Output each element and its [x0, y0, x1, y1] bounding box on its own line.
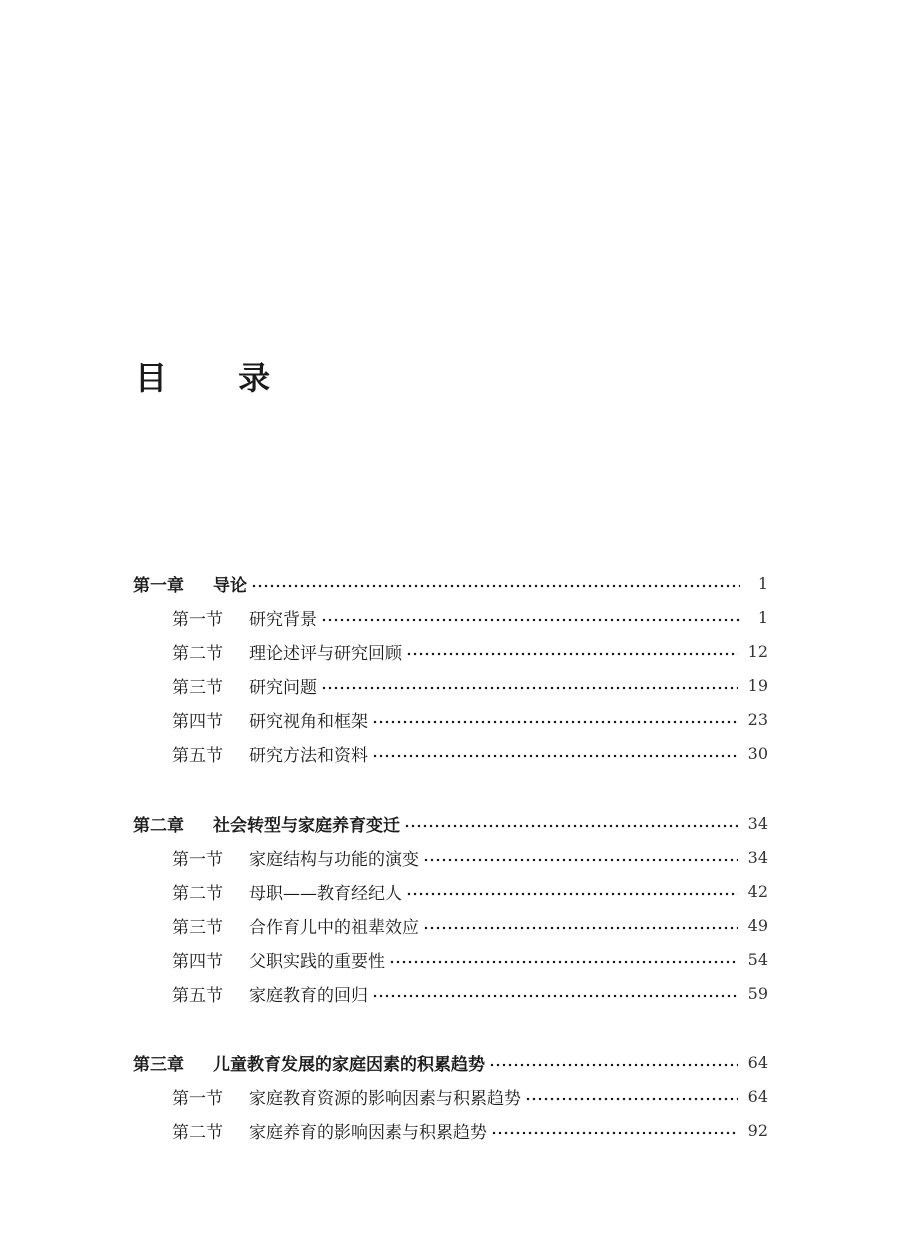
chapter-label: 第一章: [133, 575, 184, 596]
toc-section[interactable]: [172, 944, 768, 974]
page-number: 1: [757, 607, 768, 627]
dot-leader: [423, 856, 738, 864]
toc-section[interactable]: [172, 910, 768, 940]
page-number: 19: [747, 675, 768, 695]
section-title: 家庭养育的影响因素与积累趋势: [249, 1122, 487, 1143]
page-number: 64: [747, 1052, 768, 1072]
dot-leader: [372, 718, 738, 726]
chapter-title: 社会转型与家庭养育变迁: [213, 815, 400, 836]
page-number: 59: [747, 983, 768, 1003]
section-title: 家庭教育资源的影响因素与积累趋势: [249, 1088, 521, 1109]
dot-leader: [404, 822, 738, 830]
section-label: 第五节: [172, 985, 223, 1006]
chapter-title: 导论: [213, 575, 247, 596]
page-number: 12: [747, 641, 768, 661]
toc-section[interactable]: [172, 1115, 768, 1145]
section-label: 第四节: [172, 711, 223, 732]
dot-leader: [525, 1095, 738, 1103]
toc-section[interactable]: [172, 738, 768, 768]
section-label: 第五节: [172, 745, 223, 766]
page-number: 34: [747, 813, 768, 833]
section-label: 第一节: [172, 849, 223, 870]
chapter-label: 第二章: [133, 815, 184, 836]
section-title: 研究背景: [249, 609, 317, 630]
toc-section[interactable]: [172, 704, 768, 734]
dot-leader: [321, 684, 738, 692]
dot-leader: [423, 924, 738, 932]
section-title: 合作育儿中的祖辈效应: [249, 917, 419, 938]
dot-leader: [489, 1061, 738, 1069]
toc-section[interactable]: [172, 670, 768, 700]
page-number: 49: [747, 915, 768, 935]
section-label: 第三节: [172, 917, 223, 938]
dot-leader: [491, 1129, 738, 1137]
section-label: 第二节: [172, 1122, 223, 1143]
toc-section[interactable]: [172, 842, 768, 872]
section-label: 第三节: [172, 677, 223, 698]
section-title: 父职实践的重要性: [249, 951, 385, 972]
toc-chapter-2[interactable]: [133, 808, 768, 838]
toc-section[interactable]: [172, 602, 768, 632]
dot-leader: [389, 958, 738, 966]
page-number: 92: [747, 1120, 768, 1140]
page-number: 34: [747, 847, 768, 867]
dot-leader: [406, 890, 738, 898]
toc-section[interactable]: [172, 636, 768, 666]
page-number: 1: [757, 573, 768, 593]
page-title: 目 录: [135, 359, 301, 397]
page-number: 64: [747, 1086, 768, 1106]
toc-section[interactable]: [172, 1081, 768, 1111]
chapter-title: 儿童教育发展的家庭因素的积累趋势: [213, 1054, 485, 1075]
section-title: 理论述评与研究回顾: [249, 643, 402, 664]
section-label: 第二节: [172, 883, 223, 904]
section-label: 第一节: [172, 609, 223, 630]
section-title: 研究问题: [249, 677, 317, 698]
dot-leader: [372, 992, 738, 1000]
page-number: 54: [747, 949, 768, 969]
section-title: 研究方法和资料: [249, 745, 368, 766]
section-label: 第四节: [172, 951, 223, 972]
section-label: 第一节: [172, 1088, 223, 1109]
toc-chapter-1[interactable]: [133, 568, 768, 598]
page-number: 42: [747, 881, 768, 901]
section-title: 研究视角和框架: [249, 711, 368, 732]
page-number: 30: [747, 743, 768, 763]
section-title: 家庭教育的回归: [249, 985, 368, 1006]
section-title: 家庭结构与功能的演变: [249, 849, 419, 870]
page-number: 23: [747, 709, 768, 729]
section-title: 母职——教育经纪人: [249, 883, 402, 904]
section-label: 第二节: [172, 643, 223, 664]
toc-chapter-3[interactable]: [133, 1047, 768, 1077]
toc-section[interactable]: [172, 978, 768, 1008]
dot-leader: [251, 582, 740, 590]
dot-leader: [372, 752, 738, 760]
dot-leader: [406, 650, 738, 658]
chapter-label: 第三章: [133, 1054, 184, 1075]
toc-section[interactable]: [172, 876, 768, 906]
dot-leader: [321, 616, 740, 624]
